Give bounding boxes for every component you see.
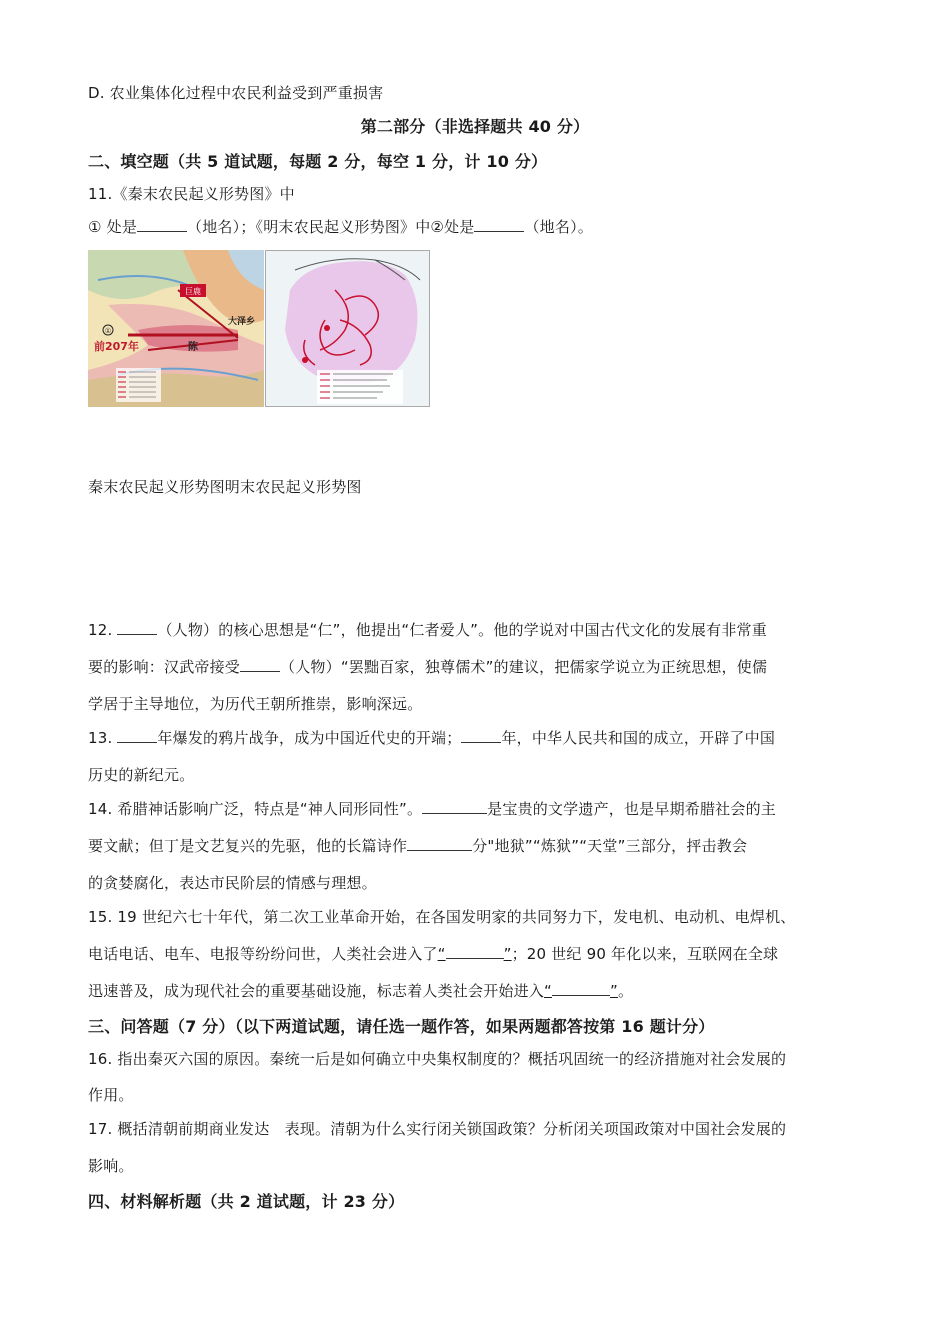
answer-blank[interactable] [117, 728, 157, 743]
q14-line3: 的贪婪腐化，表达市民阶层的情感与理想。 [88, 874, 377, 892]
section4-heading: 四、材料解析题（共 2 道试题，计 23 分） [88, 1192, 405, 1211]
q16-line1: 16. 指出秦灭六国的原因。秦统一后是如何确立中央集权制度的？概括巩固统一的经济措施对社会发展的 [88, 1050, 787, 1068]
map-caption: 秦末农民起义形势图明末农民起义形势图 [88, 478, 362, 496]
answer-blank[interactable] [552, 981, 610, 996]
map-city-label: 大泽乡 [228, 317, 256, 327]
qin-uprising-map [88, 250, 264, 407]
ming-uprising-map [265, 250, 430, 407]
answer-blank[interactable] [461, 728, 501, 743]
answer-blank[interactable] [240, 657, 280, 672]
q11-line2: ① 处是 （地名）；《明末农民起义形势图》中②处是 （地名）。 [88, 218, 593, 236]
answer-blank[interactable] [407, 836, 472, 851]
q12-line3: 学居于主导地位，为历代王朝所推崇，影响深远。 [88, 695, 423, 713]
answer-blank[interactable] [446, 944, 504, 959]
map-city-label: 陈 [188, 342, 198, 353]
q13-line2: 历史的新纪元。 [88, 766, 195, 784]
map-year-label: 前207年 [94, 340, 139, 353]
answer-blank[interactable] [474, 217, 524, 232]
section3-heading: 三、问答题（7 分）（以下两道试题，请任选一题作答，如果两题都答按第 16 题计分） [88, 1017, 715, 1036]
q17-line1: 17. 概括清朝前期商业发达 表现。清朝为什么实行闭关锁国政策？分析闭关项国政策对中国社会发展的 [88, 1120, 787, 1138]
section2-heading: 二、填空题（共 5 道试题，每题 2 分，每空 1 分，计 10 分） [88, 152, 548, 171]
q14-line2: 要文献；但丁是文艺复兴的先驱，他的长篇诗作 分"地狱”“炼狱”“天堂”三部分，抨击教会 [88, 837, 748, 855]
part2-title: 第二部分（非选择题共 40 分） [360, 117, 590, 136]
q12-line1: 12. （人物）的核心思想是“仁”，他提出“仁者爱人”。他的学说对中国古代文化的发展有非常重 [88, 621, 767, 639]
q16-line2: 作用。 [88, 1086, 134, 1104]
q11-line1: 11.《秦末农民起义形势图》中 [88, 185, 295, 203]
q15-line3: 迅速普及，成为现代社会的重要基础设施，标志着人类社会开始进入“ ”。 [88, 982, 634, 1000]
q15-line2: 电话电话、电车、电报等纷纷问世，人类社会进入了“ ”；20 世纪 90 年化以来，互联网在全球 [88, 945, 779, 963]
q13-line1: 13. 年爆发的鸦片战争，成为中国近代史的开端； 年，中华人民共和国的成立，开辟了中国 [88, 729, 776, 747]
option-d: D. 农业集体化过程中农民利益受到严重损害 [88, 84, 384, 102]
q14-line1: 14. 希腊神话影响广泛，特点是“神人同形同性”。 是宝贵的文学遗产，也是早期希腊社会的主 [88, 800, 776, 818]
map-city-label: 巨鹿 [185, 287, 201, 296]
map-marker-label: ① [104, 327, 112, 335]
answer-blank[interactable] [117, 620, 157, 635]
answer-blank[interactable] [137, 217, 187, 232]
q15-line1: 15. 19 世纪六七十年代，第二次工业革命开始，在各国发明家的共同努力下，发电机、电动机、电焊机、 [88, 908, 796, 926]
q17-line2: 影响。 [88, 1157, 134, 1175]
answer-blank[interactable] [422, 799, 487, 814]
q12-line2: 要的影响：汉武帝接受 （人物）“罢黜百家，独尊儒术”的建议，把儒家学说立为正统思想，使儒 [88, 658, 768, 676]
